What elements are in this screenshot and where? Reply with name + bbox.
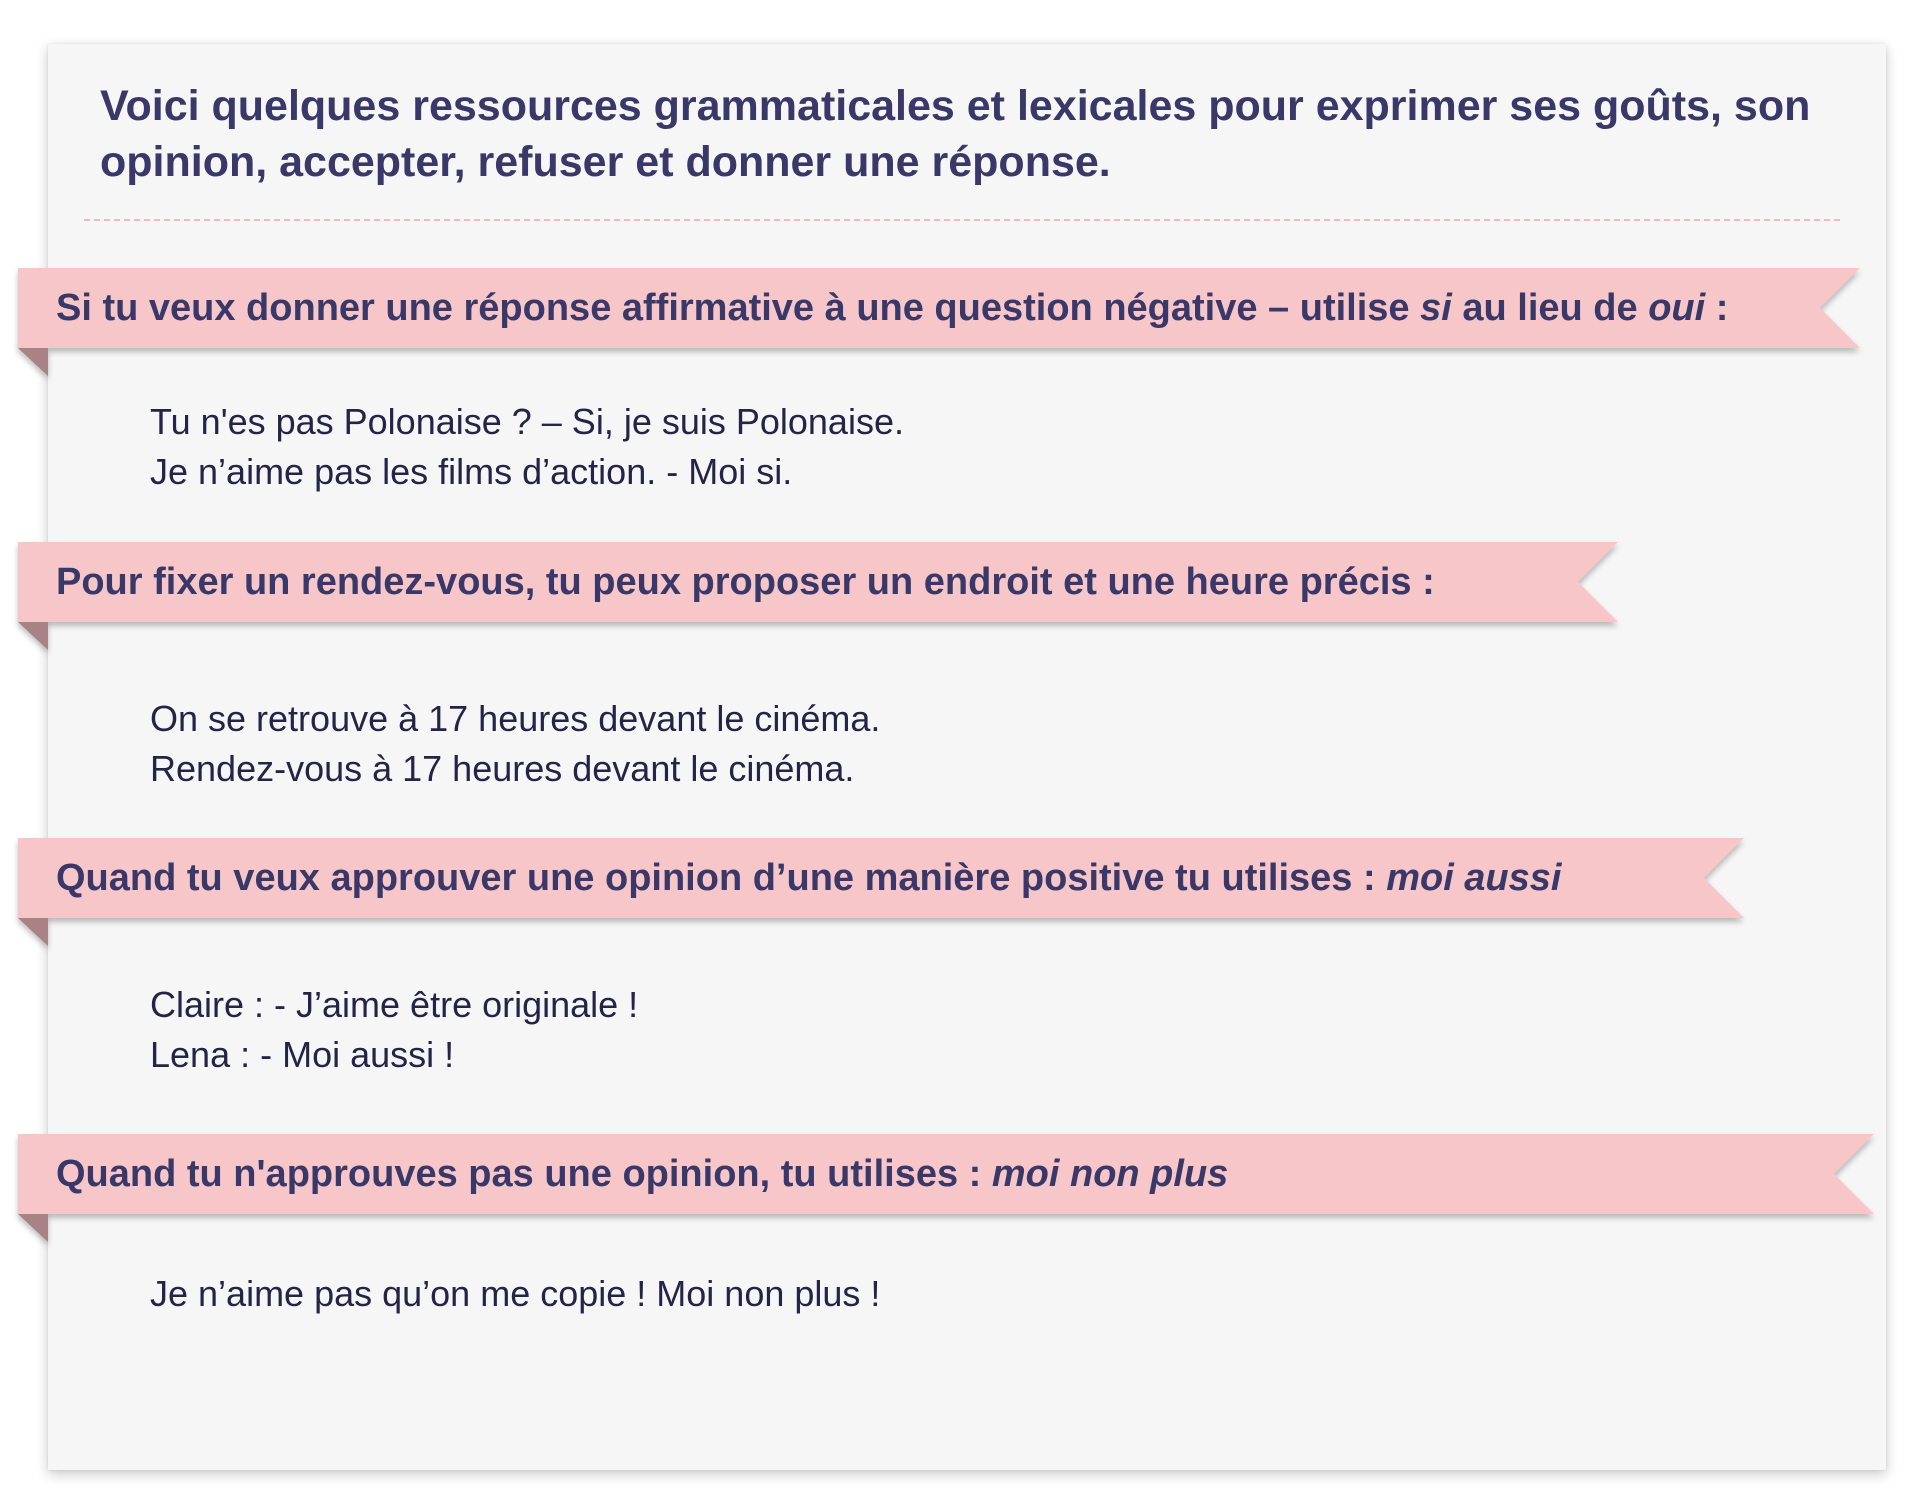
ribbon-banner-si	[18, 268, 1860, 348]
ribbon-fold	[18, 622, 48, 650]
intro-text: Voici quelques ressources grammaticales et lexicales pour exprimer ses goûts, son opinion, accepter, refuser et donner une réponse.	[100, 82, 1811, 186]
example-line: Rendez-vous à 17 heures devant le cinéma.	[150, 748, 855, 789]
ribbon-banner-moi-aussi	[18, 838, 1744, 918]
example-line: Tu n'es pas Polonaise ? – Si, je suis Polonaise.	[150, 401, 904, 442]
ribbon-heading: Quand tu n'approuves pas une opinion, tu utilises : moi non plus	[56, 1153, 1229, 1195]
examples-list-moi-non-plus	[150, 1269, 880, 1319]
ribbon-fold	[18, 1214, 48, 1242]
ribbon-fold	[18, 348, 48, 376]
examples-list-si	[150, 397, 904, 497]
ribbon-heading: Pour fixer un rendez-vous, tu peux proposer un endroit et une heure précis :	[56, 561, 1435, 603]
ribbon-banner-moi-non-plus	[18, 1134, 1874, 1214]
ribbon-heading: Si tu veux donner une réponse affirmative à une question négative – utilise si au lieu de oui :	[56, 287, 1729, 329]
examples-list-rendez-vous	[150, 694, 880, 794]
examples-list-moi-aussi	[150, 980, 638, 1080]
example-line: Lena : - Moi aussi !	[150, 1034, 455, 1075]
example-line: Claire : - J’aime être originale !	[150, 984, 639, 1025]
dashed-divider	[84, 219, 1840, 221]
ribbon-heading: Quand tu veux approuver une opinion d’une manière positive tu utilises : moi aussi	[56, 857, 1562, 899]
ribbon-banner-rendez-vous	[18, 542, 1618, 622]
example-line: On se retrouve à 17 heures devant le cinéma.	[150, 698, 881, 739]
ribbon-fold	[18, 918, 48, 946]
example-line: Je n’aime pas les films d’action. - Moi si.	[150, 451, 793, 492]
example-line: Je n’aime pas qu’on me copie ! Moi non plus !	[150, 1273, 881, 1314]
